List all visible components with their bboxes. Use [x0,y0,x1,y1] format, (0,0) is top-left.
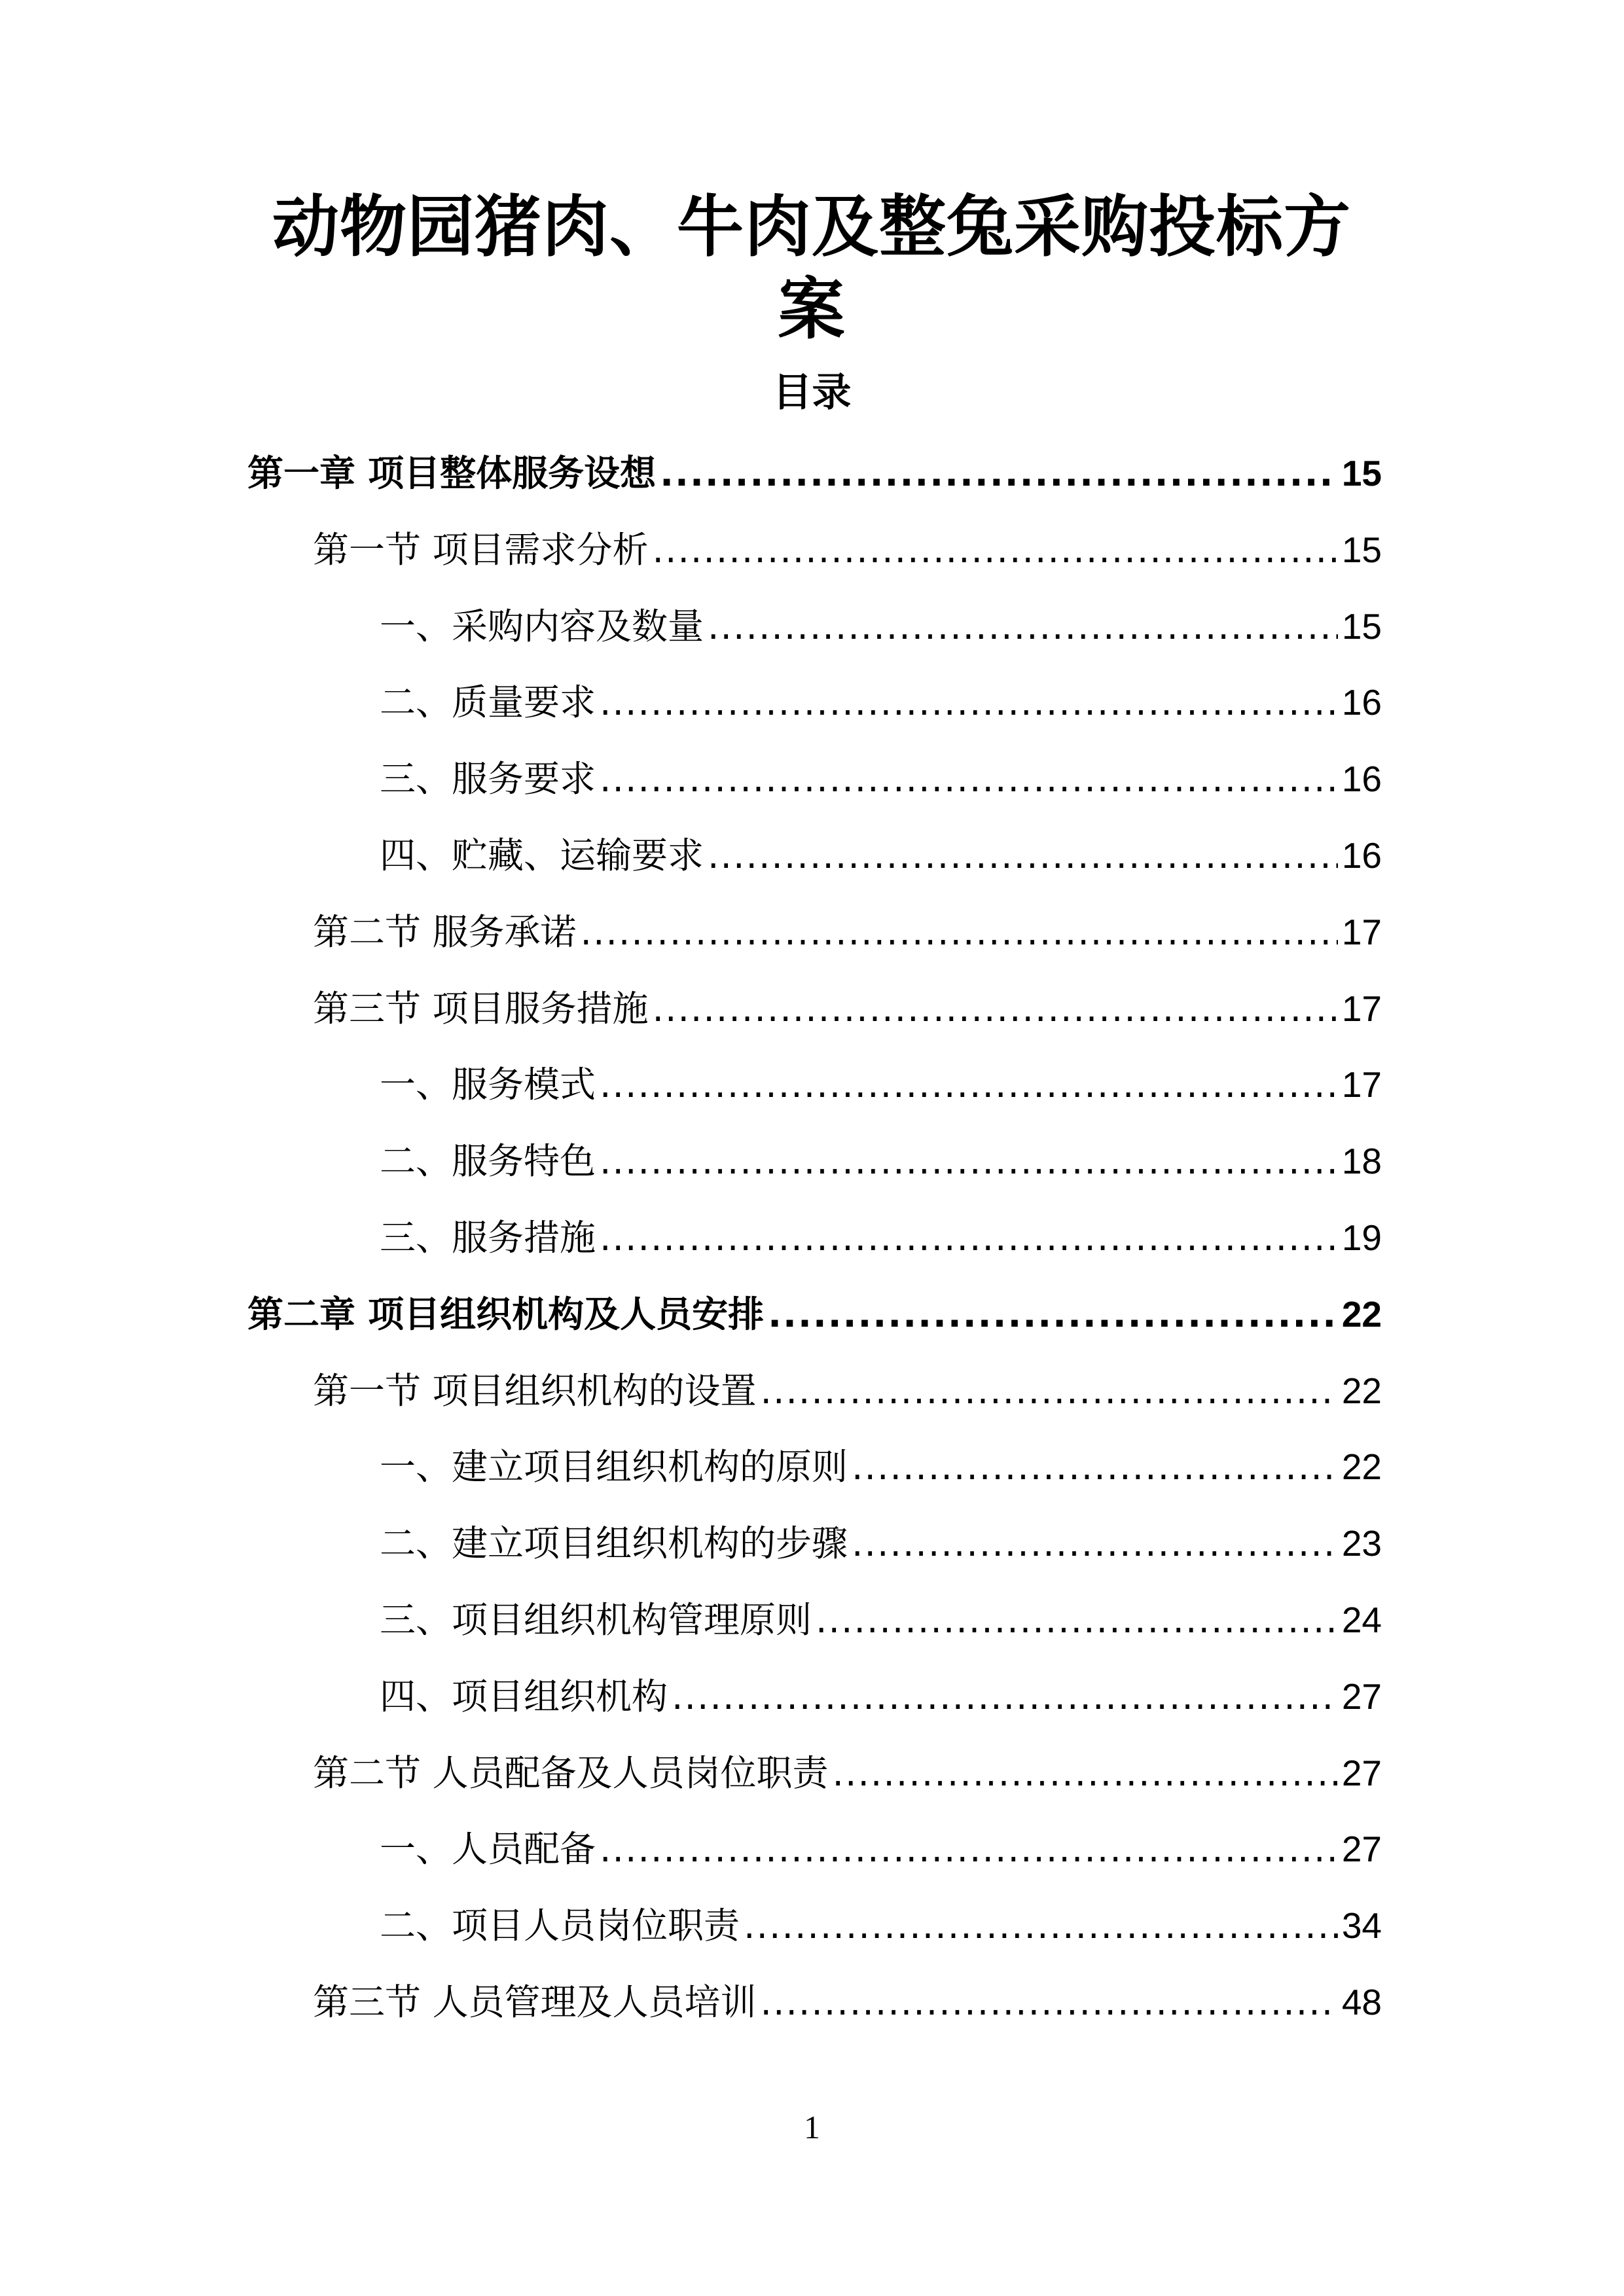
toc-entry-title: 第三节 项目服务措施 [313,988,649,1030]
toc-entry-title: 一、建立项目组织机构的原则 [380,1446,848,1488]
toc-entry-title: 第一节 项目组织机构的设置 [313,1370,757,1412]
toc-dot-leader [852,1441,1338,1493]
toc-entry[interactable] [380,829,1382,882]
toc-entry-page-number: 27 [1341,1829,1382,1869]
toc-dot-leader [708,600,1338,653]
toc-dot-leader [600,753,1338,805]
toc-entry[interactable] [313,1747,1382,1799]
toc-entry-title: 四、项目组织机构 [380,1676,668,1717]
toc-entry-page-number: 17 [1341,988,1382,1029]
toc-dot-leader [768,1288,1338,1340]
toc-dot-leader [816,1594,1338,1646]
toc-dot-leader [600,1823,1338,1875]
toc-dot-leader [672,1670,1338,1723]
toc-entry-page-number: 22 [1341,1294,1382,1335]
toc-entry-title: 二、质量要求 [380,681,596,723]
toc-dot-leader [600,1135,1338,1187]
toc-entry[interactable] [380,600,1382,653]
toc-entry[interactable] [380,1670,1382,1723]
toc-entry-page-number: 16 [1341,759,1382,799]
toc-dot-leader [652,524,1337,576]
toc-entry-title: 二、建立项目组织机构的步骤 [380,1522,848,1564]
toc-dot-leader [760,1365,1337,1417]
toc-entry-page-number: 23 [1341,1523,1382,1564]
toc-entry-title: 第二节 服务承诺 [313,911,577,953]
toc-dot-leader [600,1058,1338,1111]
toc-entry-page-number: 19 [1341,1217,1382,1258]
toc-entry-page-number: 24 [1341,1600,1382,1640]
toc-entry-page-number: 48 [1341,1982,1382,2022]
toc-entry[interactable] [313,906,1382,958]
toc-entry-title: 三、项目组织机构管理原则 [380,1599,812,1641]
toc-entry-page-number: 15 [1341,453,1382,493]
toc-entry-page-number: 16 [1341,835,1382,876]
toc-dot-leader [652,982,1337,1035]
toc-entry[interactable] [247,1288,1382,1340]
toc-entry[interactable] [313,982,1382,1035]
toc-entry-title: 一、服务模式 [380,1064,596,1105]
toc-entry-page-number: 27 [1341,1753,1382,1793]
toc-entry[interactable] [380,1594,1382,1646]
toc-dot-leader [852,1517,1338,1570]
toc-entry-page-number: 17 [1341,1064,1382,1105]
toc-dot-leader [708,829,1338,882]
toc-dot-leader [600,676,1338,728]
toc-entry[interactable] [380,676,1382,728]
toc-entry-title: 二、服务特色 [380,1140,596,1182]
toc-entry-page-number: 17 [1341,912,1382,952]
toc-entry-page-number: 15 [1341,606,1382,647]
toc-entry-page-number: 18 [1341,1141,1382,1181]
toc-entry-title: 二、项目人员岗位职责 [380,1905,740,1946]
toc-dot-leader [744,1899,1338,1952]
toc-entry[interactable] [313,1976,1382,2028]
toc-entry-title: 第一章 项目整体服务设想 [247,452,657,494]
toc-entry-page-number: 22 [1341,1371,1382,1411]
toc-dot-leader [600,1211,1338,1264]
toc-entry[interactable] [380,1135,1382,1187]
toc-heading: 目录 [772,370,852,416]
toc-entry-page-number: 27 [1341,1676,1382,1717]
toc-entry[interactable] [380,1517,1382,1570]
toc-entry[interactable] [380,1823,1382,1875]
toc-entry[interactable] [380,1058,1382,1111]
toc-entry-page-number: 16 [1341,682,1382,723]
document-title-line1: 动物园猪肉、牛肉及整兔采购投标方 [272,188,1351,266]
toc-entry-page-number: 34 [1341,1905,1382,1946]
toc-entry-title: 第二章 项目组织机构及人员安排 [247,1293,765,1335]
toc-entry-title: 一、人员配备 [380,1828,596,1870]
toc-entry-page-number: 22 [1341,1446,1382,1487]
toc-entry[interactable] [247,447,1382,499]
document-title-line2: 案 [778,271,846,349]
toc-dot-leader [832,1747,1337,1799]
toc-entry-title: 四、贮藏、运输要求 [380,834,704,876]
toc-entry-title: 第二节 人员配备及人员岗位职责 [313,1752,829,1794]
toc-entry[interactable] [380,1441,1382,1493]
toc-dot-leader [760,1976,1337,2028]
toc-entry-title: 三、服务措施 [380,1217,596,1259]
toc-entry[interactable] [313,524,1382,576]
toc-entry-title: 第一节 项目需求分析 [313,529,649,571]
toc-entry-page-number: 15 [1341,529,1382,570]
toc-entry[interactable] [380,753,1382,805]
toc-dot-leader [660,447,1338,499]
page-number: 1 [804,2109,820,2145]
toc-entry[interactable] [380,1211,1382,1264]
toc-entry[interactable] [313,1365,1382,1417]
toc-dot-leader [580,906,1337,958]
toc-entry-title: 第三节 人员管理及人员培训 [313,1981,757,2023]
toc-entry-title: 一、采购内容及数量 [380,605,704,647]
toc-entry[interactable] [380,1899,1382,1952]
toc-entry-title: 三、服务要求 [380,758,596,800]
